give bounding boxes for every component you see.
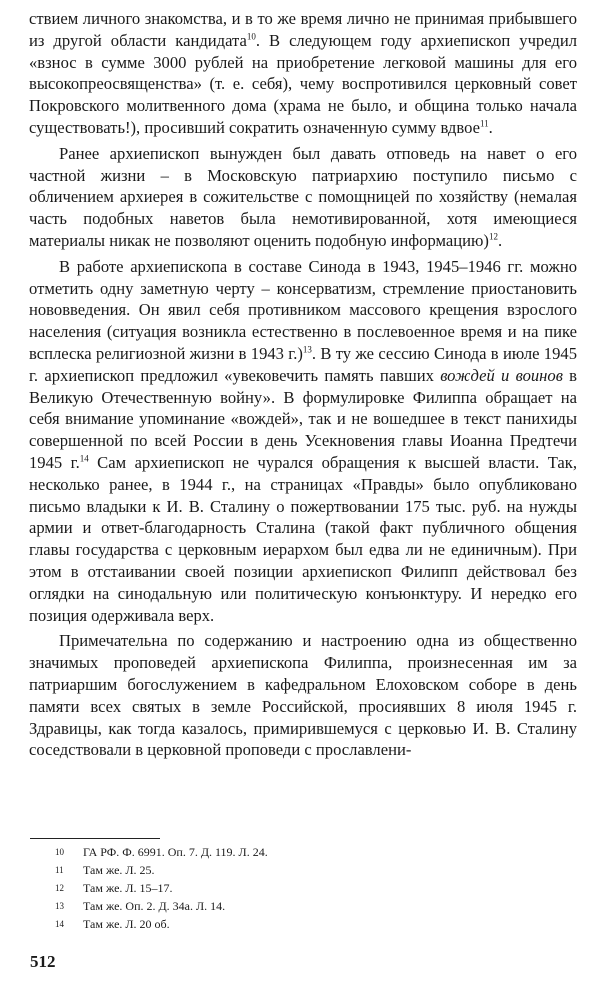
paragraph bbox=[29, 256, 577, 627]
text-run: . bbox=[488, 117, 493, 137]
text-run: . bbox=[497, 230, 503, 250]
footnote-text: Там же. Л. 20 об. bbox=[83, 917, 170, 931]
footnote-ref: 11 bbox=[479, 118, 489, 129]
footnote-text: Там же. Л. 15–17. bbox=[83, 881, 173, 895]
text-run: . В ту же сессию Синода в июле 1945 г. архиепископ предложил «увековечить память павших bbox=[29, 343, 577, 385]
footnote-number: 10 bbox=[55, 847, 64, 857]
text-run: ствием личного знакомства, и в то же время лично не принимая прибывшего из другой области кандидата bbox=[29, 9, 577, 50]
footnote-text: Там же. Л. 25. bbox=[83, 863, 155, 877]
footnote-separator bbox=[30, 838, 160, 839]
footnote-number: 14 bbox=[55, 919, 64, 929]
footnote-number: 13 bbox=[55, 901, 64, 911]
footnote bbox=[55, 843, 268, 861]
text-run: Ранее архиепископ вынужден был давать отповедь на навет о его частной жизни – в Московскую патриархию поступило письмо с обличением архиерея в сожительстве с помощницей по хозяйству (немалая часть подобных наветов была немотивированной, хотя имеющиеся материалы никак не позволяют оценить подобную информацию) bbox=[29, 143, 577, 250]
footnote bbox=[55, 861, 268, 879]
footnote-ref: 12 bbox=[488, 231, 498, 242]
footnote-ref: 14 bbox=[79, 453, 89, 464]
footnote-ref: 13 bbox=[302, 344, 312, 355]
footnote-text: Там же. Оп. 2. Д. 34а. Л. 14. bbox=[83, 899, 226, 913]
text-run: Примечательна по содержанию и настроению одна из общественно значимых проповедей архиепископа Филиппа, произнесенная им за патриаршим богослужением в кафедральном Елоховском соборе в день памяти всех святых в земле Российской, просиявших 8 июля 1945 г. Здравицы, как тогда казалось, примирившемуся с церковью И. В. Сталину соседствовали в церковной проповеди с прославлени- bbox=[29, 631, 577, 760]
footnote bbox=[55, 879, 268, 897]
footnotes bbox=[55, 843, 268, 933]
main-text bbox=[29, 8, 577, 765]
text-run: . В следующем году архиепископ учредил «взнос в сумме 3000 рублей на приобретение легковой машины для его высокопреосвященства» (т. е. себя), чему воспротивился церковный совет Покровского молитвенного дома (храма не было, и община только начала существовать!), просивший сократить означенную сумму вдвое bbox=[29, 30, 577, 137]
footnote bbox=[55, 897, 268, 915]
footnote-ref: 10 bbox=[246, 31, 256, 42]
paragraph bbox=[29, 8, 577, 139]
paragraph bbox=[29, 630, 577, 761]
footnote-number: 12 bbox=[55, 883, 64, 893]
footnote-number: 11 bbox=[55, 865, 64, 875]
text-run: В работе архиепископа в составе Синода в 1943, 1945–1946 гг. можно отметить одну заметную черту – консерватизм, стремление приостановить нововведения. Он явил себя противником массового крещения взрослого населения (ситуация возникла естественно в послевоенное время и на пике всплеска религиозной жизни в 1943 г.) bbox=[29, 256, 577, 363]
text-run: Сам архиепископ не чурался обращения к высшей власти. Так, несколько ранее, в 1944 г., на страницах «Правды» было опубликовано письмо владыки к И. В. Сталину о пожертвовании 175 тыс. руб. на нужды армии и ответ-благодарность Сталина (такой факт публичного общения главы государства с церковным иерархом был едва ли не единичным). При этом в отстаивании своей позиции архиепископ Филипп действовал без оглядки на синодальную или политическую конъюнктуру. И нередко его позиция одерживала верх. bbox=[29, 452, 578, 625]
paragraph bbox=[29, 143, 577, 252]
text-run: в Великую Отечественную войну». В формулировке Филиппа обращает на себя внимание упоминание «вождей», так и не вошедшее в текст панихиды совершенной по всей России в день Усекновения главы Иоанна Предтечи 1945 г. bbox=[29, 365, 578, 472]
page-number: 512 bbox=[30, 952, 56, 971]
footnote bbox=[55, 915, 268, 933]
text-run: вождей и воинов bbox=[440, 365, 563, 385]
footnote-text: ГА РФ. Ф. 6991. Оп. 7. Д. 119. Л. 24. bbox=[83, 845, 268, 859]
